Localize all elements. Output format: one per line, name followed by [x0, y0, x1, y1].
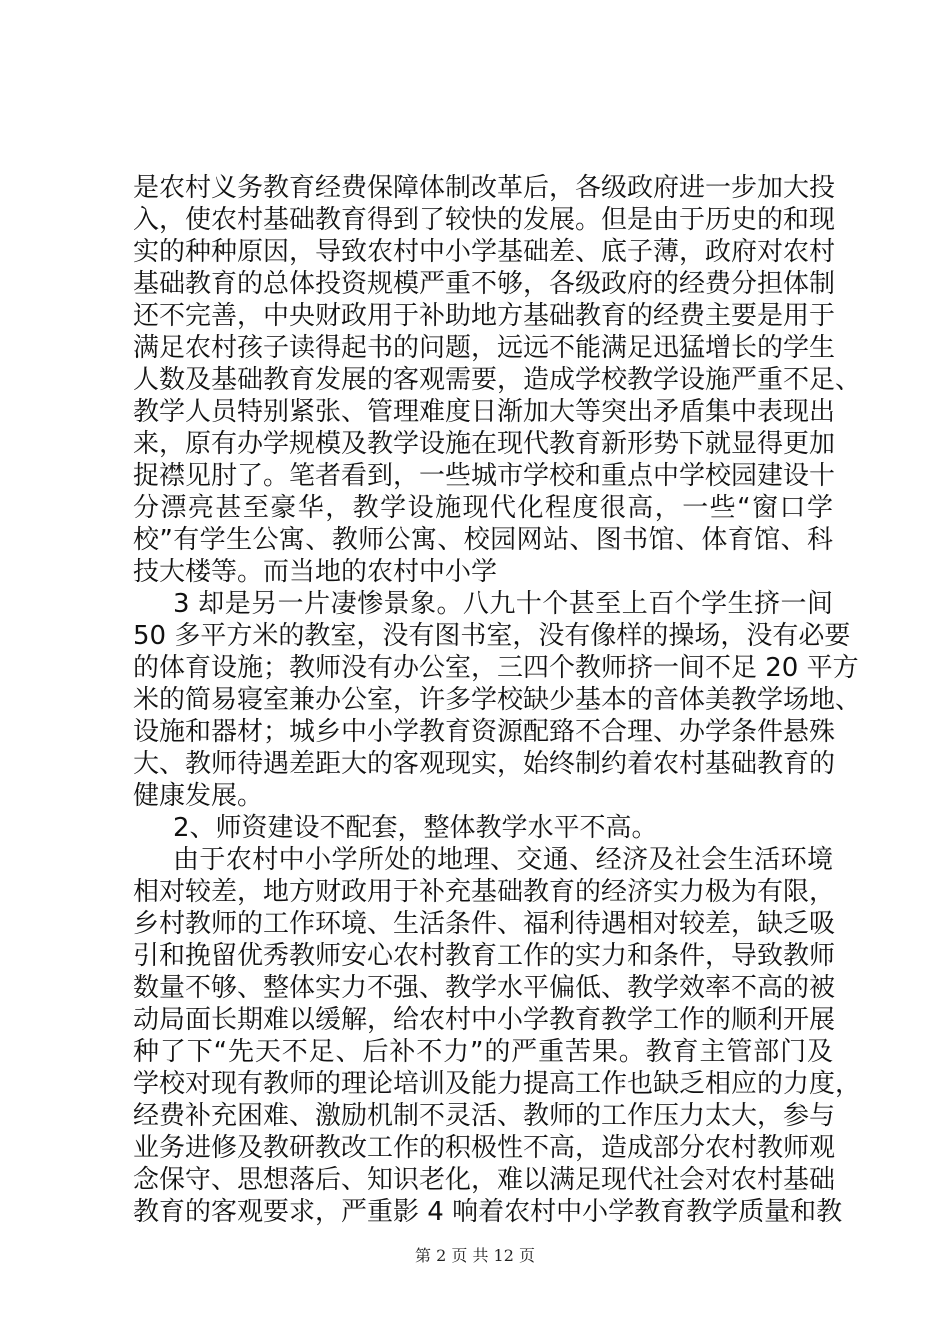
text-line: 是农村义务教育经费保障体制改革后，各级政府进一步加大投 — [133, 173, 836, 203]
text-line: 来，原有办学规模及教学设施在现代教育新形势下就显得更加 — [133, 429, 836, 459]
text-line: 经费补充困难、激励机制不灵活、教师的工作压力太大，参与 — [133, 1101, 836, 1131]
text-line: 实的种种原因，导致农村中小学基础差、底子薄，政府对农村 — [133, 237, 836, 267]
text-line: 健康发展。 — [133, 781, 264, 811]
page-footer: 第 2 页 共 12 页 — [415, 1246, 535, 1265]
text-line: 动局面长期难以缓解，给农村中小学教育教学工作的顺利开展 — [133, 1005, 836, 1035]
text-line: 分漂亮甚至豪华，教学设施现代化程度很高，一些“窗口学 — [133, 493, 833, 523]
text-line: 业务进修及教研教改工作的积极性不高，造成部分农村教师观 — [133, 1133, 836, 1163]
text-line: 满足农村孩子读得起书的问题，远远不能满足迅猛增长的学生 — [133, 333, 836, 363]
text-line: 教学人员特别紧张、管理难度日渐加大等突出矛盾集中表现出 — [133, 397, 836, 427]
text-line: 还不完善，中央财政用于补助地方基础教育的经费主要是用于 — [133, 301, 836, 331]
text-line: 相对较差，地方财政用于补充基础教育的经济实力极为有限， — [133, 877, 836, 907]
text-line: 设施和器材；城乡中小学教育资源配臵不合理、办学条件悬殊 — [133, 717, 836, 747]
text-line: 2、师资建设不配套，整体教学水平不高。 — [173, 813, 658, 843]
text-line: 由于农村中小学所处的地理、交通、经济及社会生活环境 — [173, 845, 833, 875]
text-line: 大、教师待遇差距大的客观现实，始终制约着农村基础教育的 — [133, 749, 836, 779]
body-text — [133, 172, 862, 1228]
text-line: 50 多平方米的教室，没有图书室，没有像样的操场，没有必要 — [133, 621, 851, 651]
text-line: 种了下“先天不足、后补不力”的严重苦果。教育主管部门及 — [133, 1037, 833, 1067]
text-line: 入，使农村基础教育得到了较快的发展。但是由于历史的和现 — [133, 205, 836, 235]
text-line: 教育的客观要求，严重影 4 响着农村中小学教育教学质量和教 — [133, 1197, 843, 1227]
text-line: 人数及基础教育发展的客观需要，造成学校教学设施严重不足、 — [133, 365, 862, 395]
text-line: 3 却是另一片凄惨景象。八九十个甚至上百个学生挤一间 — [173, 589, 833, 619]
text-line: 捉襟见肘了。笔者看到，一些城市学校和重点中学校园建设十 — [133, 461, 836, 491]
text-line: 念保守、思想落后、知识老化，难以满足现代社会对农村基础 — [133, 1165, 836, 1195]
text-line: 基础教育的总体投资规模严重不够，各级政府的经费分担体制 — [133, 269, 836, 299]
text-line: 的体育设施；教师没有办公室，三四个教师挤一间不足 20 平方 — [133, 653, 859, 683]
text-line: 技大楼等。而当地的农村中小学 — [133, 557, 498, 587]
text-line: 校”有学生公寓、教师公寓、校园网站、图书馆、体育馆、科 — [133, 525, 833, 555]
text-line: 数量不够、整体实力不强、教学水平偏低、教学效率不高的被 — [133, 973, 836, 1003]
text-line: 乡村教师的工作环境、生活条件、福利待遇相对较差，缺乏吸 — [133, 909, 836, 939]
text-line: 学校对现有教师的理论培训及能力提高工作也缺乏相应的力度， — [133, 1069, 862, 1099]
text-line: 引和挽留优秀教师安心农村教育工作的实力和条件，导致教师 — [133, 941, 836, 971]
text-line: 米的简易寝室兼办公室，许多学校缺少基本的音体美教学场地、 — [133, 685, 862, 715]
